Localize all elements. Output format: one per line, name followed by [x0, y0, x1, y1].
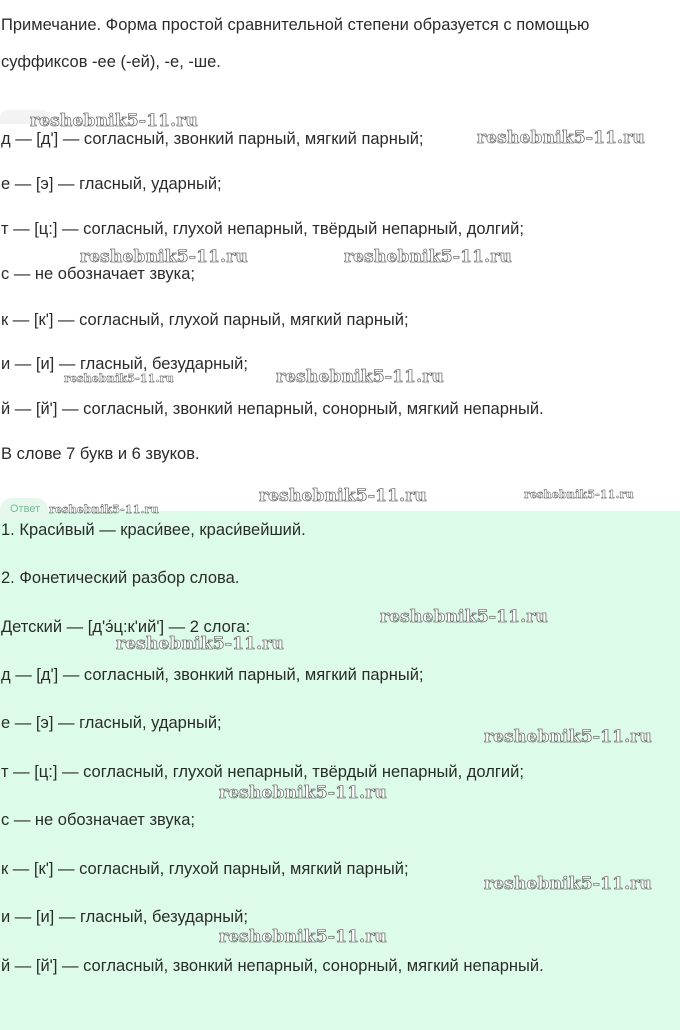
note-line-1: Примечание. Форма простой сравнительной степени образуется с помощью	[1, 16, 590, 34]
answer-analysis-line: к — [к'] — согласный, глухой парный, мягкий парный;	[1, 860, 409, 878]
analysis-line: й — [й'] — согласный, звонкий непарный, сонорный, мягкий непарный.	[1, 400, 544, 418]
watermark: reshebnik5-11.ru	[116, 634, 284, 654]
watermark: reshebnik5-11.ru	[524, 488, 634, 501]
summary-text: В слове 7 букв и 6 звуков.	[1, 445, 200, 463]
note-line-2: суффиксов -ее (-ей), -е, -ше.	[1, 53, 221, 71]
watermark: reshebnik5-11.ru	[276, 367, 444, 387]
answer-analysis-line: д — [д'] — согласный, звонкий парный, мягкий парный;	[1, 666, 424, 684]
analysis-line: д — [д'] — согласный, звонкий парный, мягкий парный;	[1, 130, 424, 148]
watermark: reshebnik5-11.ru	[380, 607, 548, 627]
word-transcription: Детский — [д'э́ц:к'ий'] — 2 слога:	[1, 618, 251, 636]
watermark: reshebnik5-11.ru	[484, 727, 652, 747]
watermark: reshebnik5-11.ru	[219, 927, 387, 947]
watermark: reshebnik5-11.ru	[30, 111, 198, 131]
watermark: reshebnik5-11.ru	[259, 486, 427, 506]
answer-analysis-line: с — не обозначает звука;	[1, 811, 196, 829]
analysis-line: к — [к'] — согласный, глухой парный, мягкий парный;	[1, 311, 409, 329]
answer-item-2: 2. Фонетический разбор слова.	[1, 569, 240, 587]
watermark: reshebnik5-11.ru	[477, 128, 645, 148]
answer-badge: Ответ	[0, 498, 48, 520]
analysis-line: с — не обозначает звука;	[1, 265, 196, 283]
analysis-line: т — [ц:] — согласный, глухой непарный, твёрдый непарный, долгий;	[1, 220, 524, 238]
analysis-line: е — [э] — гласный, ударный;	[1, 175, 222, 193]
watermark: reshebnik5-11.ru	[80, 247, 248, 267]
answer-analysis-line: и — [и] — гласный, безударный;	[1, 908, 248, 926]
answer-analysis-line: т — [ц:] — согласный, глухой непарный, твёрдый непарный, долгий;	[1, 763, 524, 781]
watermark: reshebnik5-11.ru	[49, 503, 159, 516]
answer-analysis-line: е — [э] — гласный, ударный;	[1, 714, 222, 732]
watermark: reshebnik5-11.ru	[484, 874, 652, 894]
answer-item-1: 1. Краси́вый — краси́вее, краси́вейший.	[1, 521, 306, 539]
watermark: reshebnik5-11.ru	[219, 783, 387, 803]
analysis-line: и — [и] — гласный, безударный;	[1, 355, 248, 373]
answer-analysis-line: й — [й'] — согласный, звонкий непарный, сонорный, мягкий непарный.	[1, 957, 544, 975]
watermark: reshebnik5-11.ru	[64, 372, 174, 385]
watermark: reshebnik5-11.ru	[344, 247, 512, 267]
